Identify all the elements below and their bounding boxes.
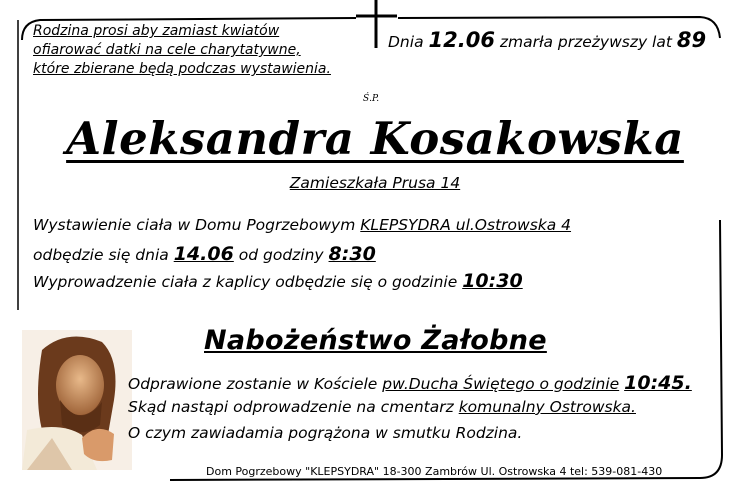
- request-line-3: które zbierane będą podczas wystawienia.: [33, 61, 331, 77]
- death-middle: zmarła przeżywszy lat: [499, 33, 672, 51]
- wake-line1-prefix: Wystawienie ciała w Domu Pogrzebowym: [33, 216, 356, 234]
- request-line-2: ofiarować datki na cele charytatywne,: [33, 42, 301, 58]
- cemetery-name: komunalny Ostrowska.: [458, 398, 636, 416]
- address: Zamieszkała Prusa 14: [289, 174, 461, 192]
- donation-request: [33, 22, 363, 79]
- mass-line-2: [128, 398, 636, 416]
- mass-line2-prefix: Skąd nastąpi odprowadzenie na cmentarz: [128, 398, 454, 416]
- death-date: 12.06: [428, 28, 495, 52]
- death-prefix: Dnia: [388, 33, 424, 51]
- request-line-1: Rodzina prosi aby zamiast kwiatów: [33, 23, 280, 39]
- mass-line-1: [128, 372, 692, 394]
- wake-line2-prefix: odbędzie się dnia: [33, 246, 169, 264]
- funeral-home-footer: Dom Pogrzebowy "KLEPSYDRA" 18-300 Zambrów Ul. Ostrowska 4 tel: 539-081-430: [206, 465, 663, 478]
- death-notice: [388, 28, 706, 52]
- procession-time: 10:30: [462, 270, 523, 292]
- death-age: 89: [676, 28, 707, 52]
- mass-line-3: O czym zawiadamia pogrążona w smutku Rodzina.: [128, 424, 523, 442]
- wake-date: 14.06: [173, 243, 234, 265]
- mass-heading: Nabożeństwo Żałobne: [204, 325, 547, 356]
- wake-line-2: [33, 243, 376, 265]
- praying-figure-image: [22, 330, 132, 470]
- wake-place: KLEPSYDRA ul.Ostrowska 4: [360, 216, 572, 234]
- sp-label: Ś.P.: [363, 94, 380, 104]
- mass-line1-prefix: Odprawione zostanie w Kościele: [128, 375, 378, 393]
- deceased-name-block: [0, 112, 750, 165]
- deceased-name: Aleksandra Kosakowska: [66, 112, 684, 165]
- church-name: pw.Ducha Świętego o godzinie: [382, 375, 620, 393]
- wake-line-3: [33, 270, 523, 292]
- mass-time: 10:45.: [624, 372, 692, 394]
- wake-time: 8:30: [328, 243, 376, 265]
- wake-line-1: [33, 216, 571, 234]
- wake-line3-prefix: Wyprowadzenie ciała z kaplicy odbędzie się o godzinie: [33, 273, 458, 291]
- wake-line2-mid: od godziny: [238, 246, 324, 264]
